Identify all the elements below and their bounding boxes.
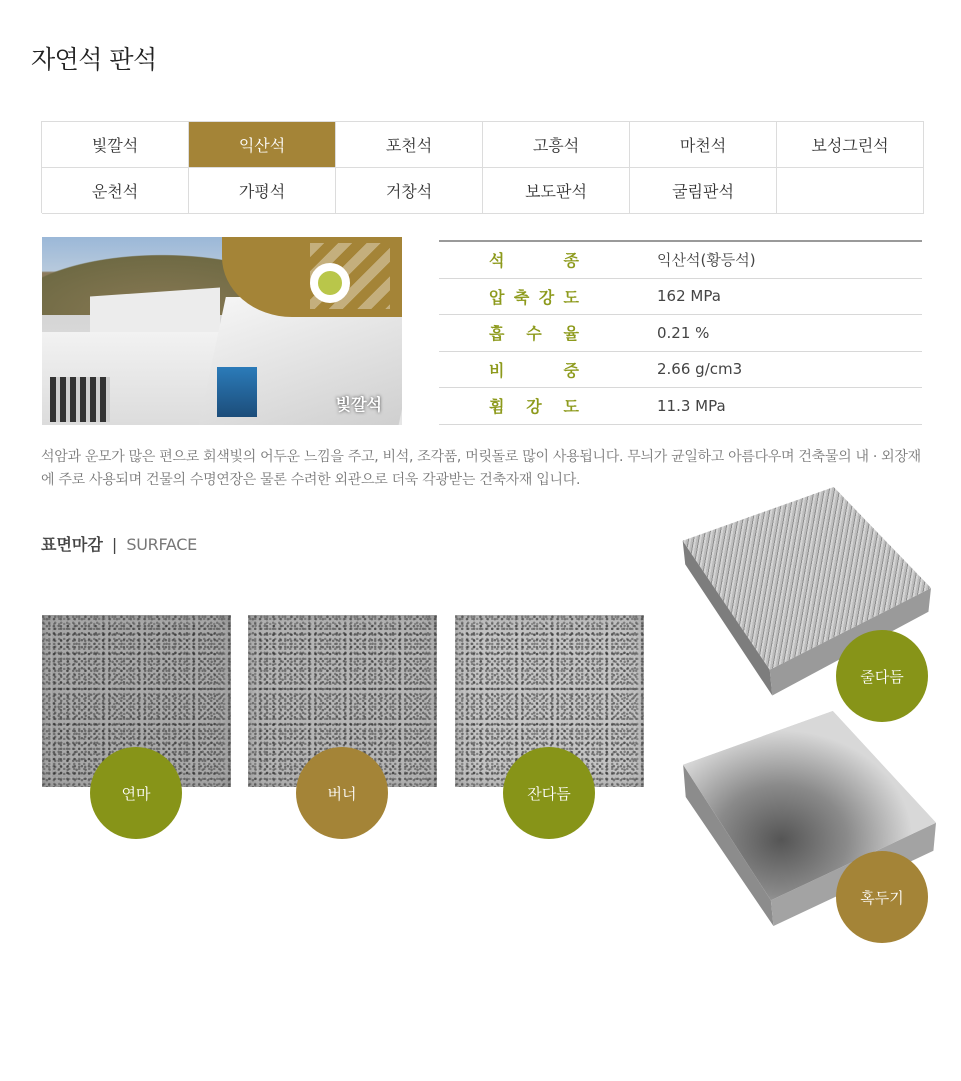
- spec-value: 162 MPa: [657, 287, 721, 306]
- hero-entrance: [217, 367, 257, 417]
- tab-iksanseok[interactable]: 익산석: [189, 122, 336, 168]
- spec-value: 11.3 MPa: [657, 396, 726, 415]
- tab-gapyeongseok[interactable]: 가평석: [189, 168, 336, 214]
- stone-description: 석암과 운모가 많은 편으로 회색빛의 어두운 느낌을 주고, 비석, 조각품, 머릿돌로 많이 사용됩니다. 무늬가 균일하고 아름다우며 건축물의 내 · 외장재에 주로 사용되며 건물의 수명연장은 물론 수려한 외관으로 더욱 각광받는 건축자재 입니다.: [41, 449, 921, 488]
- spec-table: [439, 240, 922, 425]
- page-title: 자연석 판석: [31, 45, 157, 74]
- spec-key: 석 종: [489, 251, 579, 271]
- tab-pocheonseok[interactable]: 포천석: [336, 122, 483, 168]
- surface-badge-grooved: 줄다듬: [836, 630, 928, 722]
- spec-row: [439, 315, 922, 352]
- spec-key: 휨 강 도: [489, 397, 579, 417]
- tab-gullim-panseok[interactable]: 굴림판석: [630, 168, 777, 214]
- spec-value: 0.21 %: [657, 323, 710, 342]
- surface-heading: [41, 532, 197, 555]
- surface-title-ko: 표면마감: [41, 535, 103, 554]
- tab-macheonseok[interactable]: 마천석: [630, 122, 777, 168]
- spec-row: [439, 279, 922, 316]
- hero-label: 빛깔석: [335, 395, 382, 414]
- surface-badge-burner: 버너: [296, 747, 388, 839]
- tab-geochangseok[interactable]: 거창석: [336, 168, 483, 214]
- spec-row: [439, 388, 922, 425]
- tab-empty: [777, 168, 924, 214]
- surface-title-en: SURFACE: [126, 535, 197, 554]
- tab-bitkkalseok[interactable]: 빛깔석: [42, 122, 189, 168]
- hero-windows: [50, 377, 110, 422]
- surface-badge-rock-face: 혹두기: [836, 851, 928, 943]
- tab-goheungseok[interactable]: 고흥석: [483, 122, 630, 168]
- spec-row: [439, 242, 922, 279]
- spec-key: 흡 수 율: [489, 324, 579, 344]
- surface-badge-bush-hammered: 잔다듬: [503, 747, 595, 839]
- stone-tabs: [41, 121, 924, 213]
- spec-key: 압 축 강 도: [489, 287, 579, 307]
- hero-photo: [42, 237, 402, 425]
- spec-value: 2.66 g/cm3: [657, 360, 743, 379]
- tab-bodo-panseok[interactable]: 보도판석: [483, 168, 630, 214]
- tab-uncheonseok[interactable]: 운천석: [42, 168, 189, 214]
- surface-badge-polished: 연마: [90, 747, 182, 839]
- surface-title-separator: |: [111, 535, 118, 554]
- spec-key: 비 중: [489, 360, 579, 380]
- spec-row: [439, 352, 922, 389]
- tab-boseong-greenseok[interactable]: 보성그린석: [777, 122, 924, 168]
- ring-logo-icon: [310, 263, 350, 303]
- spec-value: 익산석(황등석): [657, 251, 756, 270]
